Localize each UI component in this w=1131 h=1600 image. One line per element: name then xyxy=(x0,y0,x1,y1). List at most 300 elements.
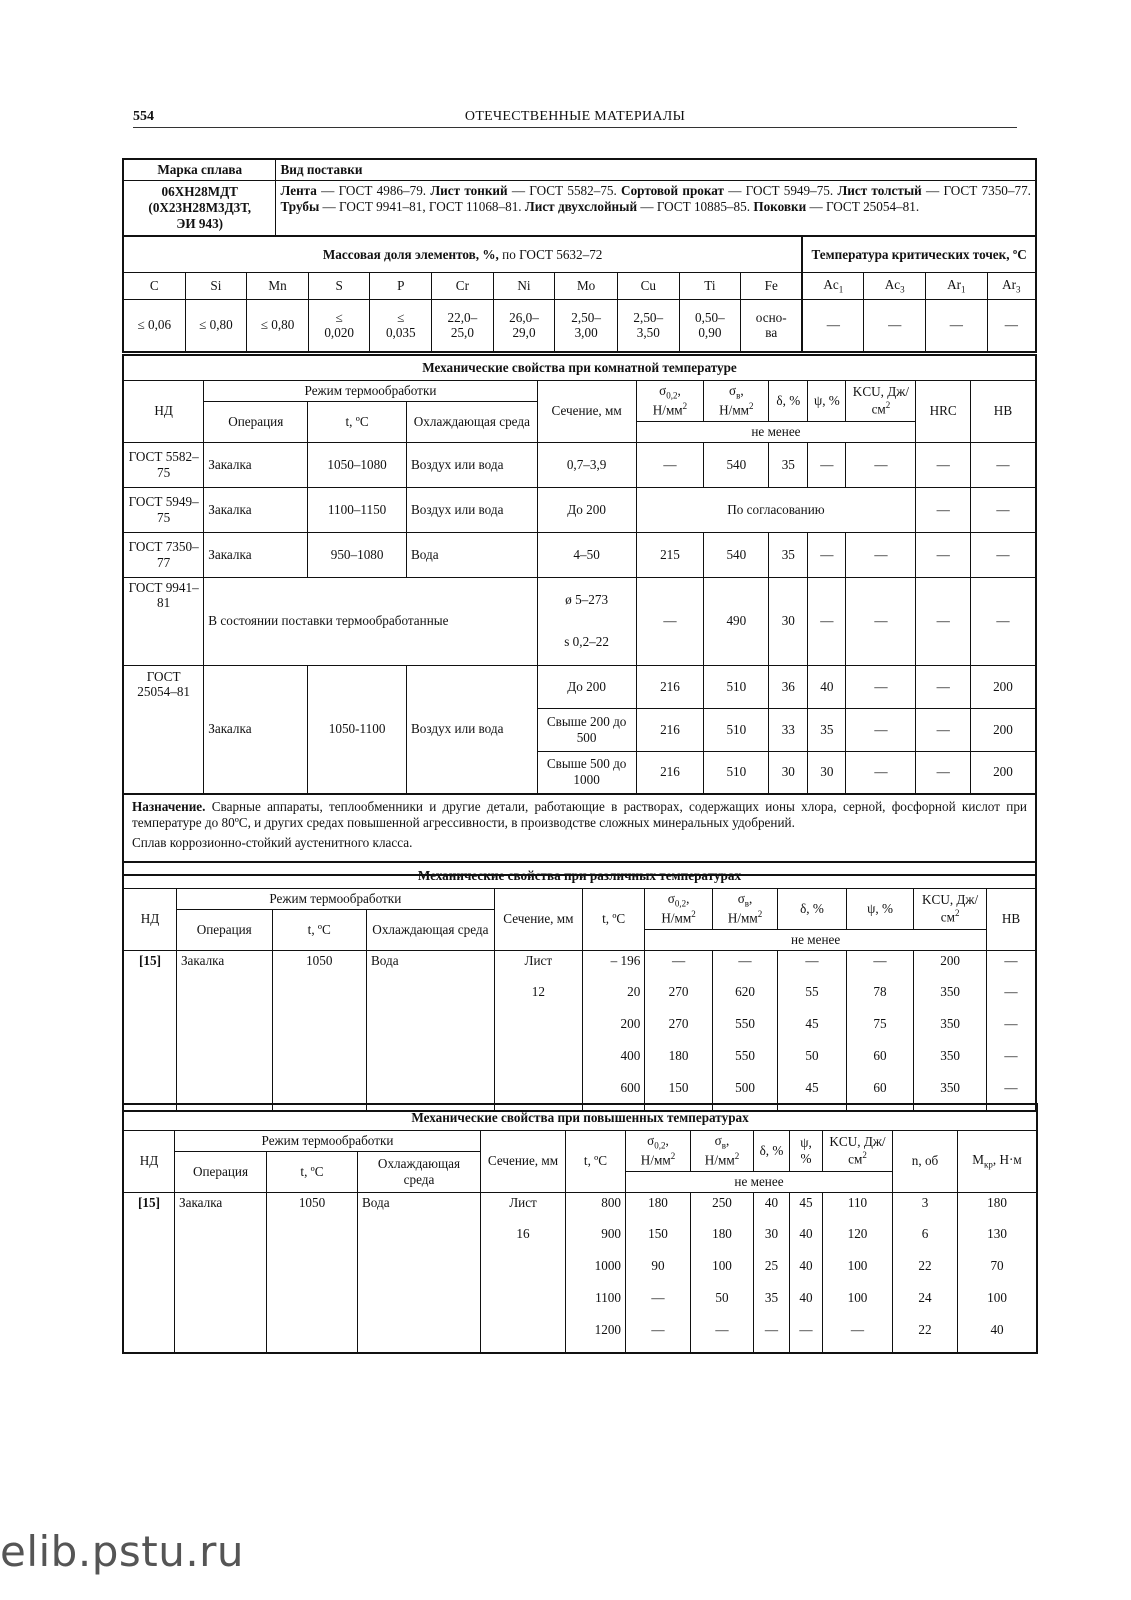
table-cell-cool xyxy=(367,982,495,1014)
table-cell-op xyxy=(175,1288,267,1320)
high-temp-table xyxy=(123,1104,1037,1353)
table-cell: — xyxy=(846,751,916,794)
element-value: ≤ 0,035 xyxy=(370,299,432,351)
table-cell-cool xyxy=(367,1014,495,1046)
table-cell: — xyxy=(986,982,1035,1014)
table-cell: 510 xyxy=(704,665,769,708)
table-cell: 100 xyxy=(823,1256,893,1288)
supply-item-std: — ГОСТ 4986–79. xyxy=(316,182,431,198)
high-temp-title: Механические свойства при повышенных температурах xyxy=(124,1105,1037,1131)
col-nd: НД xyxy=(124,381,204,443)
table-cell: 215 xyxy=(636,532,704,577)
table-cell-op: Закалка xyxy=(176,950,272,982)
table-cell: 200 xyxy=(970,665,1035,708)
supply-item-name: Трубы xyxy=(280,198,320,214)
table-cell-sec: Лист xyxy=(494,950,582,982)
table-cell: — xyxy=(626,1288,691,1320)
table-cell: — xyxy=(986,950,1035,982)
table-cell: 30 xyxy=(769,577,808,665)
table-cell: 24 xyxy=(893,1288,958,1320)
table-cell-agreed: По согласованию xyxy=(636,487,916,532)
element-label: P xyxy=(370,272,432,299)
critical-points-title: Температура критических точек, ºС xyxy=(802,236,1035,272)
table-cell: 620 xyxy=(712,982,777,1014)
table-cell-test-t: 1100 xyxy=(566,1288,626,1320)
table-cell: 500 xyxy=(712,1078,777,1110)
table-cell: — xyxy=(823,1320,893,1352)
supply-item-name: Лист тонкий xyxy=(430,182,508,198)
table-cell: — xyxy=(916,577,971,665)
table-cell-cool xyxy=(358,1320,481,1352)
table-row xyxy=(124,442,1036,487)
supply-text xyxy=(276,180,1036,236)
table-cell-sec: Свыше 200 до 500 xyxy=(537,708,636,751)
col-section: Сечение, мм xyxy=(537,381,636,443)
table-cell: — xyxy=(790,1320,823,1352)
table-cell: — xyxy=(846,442,916,487)
col-sv: $\sigma_в$, $Н/мм^2$ xyxy=(712,889,777,930)
table-cell-nd: [15] xyxy=(124,950,177,982)
table-cell: 350 xyxy=(914,1046,987,1078)
table-cell-cool xyxy=(367,1046,495,1078)
col-sv: $\sigma_в$, $Н/мм^2$ xyxy=(691,1131,754,1172)
table-row xyxy=(124,577,1036,665)
supply-item-name: Лист толстый xyxy=(837,182,922,198)
room-temp-title: Механические свойства при комнатной температуре xyxy=(124,356,1036,381)
col-psi: ψ, % xyxy=(846,889,914,930)
room-temp-body xyxy=(124,442,1036,665)
supply-item-std: — ГОСТ 5582–75. xyxy=(507,182,622,198)
table-cell-test-t: 400 xyxy=(583,1046,645,1078)
critical-point-label: $Ac_1$ xyxy=(802,272,864,299)
table-cell: 350 xyxy=(914,1078,987,1110)
table-cell-nd xyxy=(124,1320,175,1352)
table-cell: — xyxy=(846,665,916,708)
table-cell: 270 xyxy=(645,982,713,1014)
table-cell: 350 xyxy=(914,982,987,1014)
col-cooling: Охлаждающая среда xyxy=(358,1151,481,1192)
col-t: t, ºС xyxy=(308,401,407,442)
col-operation: Операция xyxy=(204,401,308,442)
table-cell-op: Закалка xyxy=(204,532,308,577)
table-cell-cool xyxy=(358,1288,481,1320)
table-row xyxy=(124,1288,1037,1320)
table-cell-sec: 0,7–3,9 xyxy=(537,442,636,487)
table-cell: 180 xyxy=(626,1192,691,1224)
critical-point-value: — xyxy=(864,299,926,351)
table-cell-op: Закалка xyxy=(175,1192,267,1224)
not-less-label: не менее xyxy=(626,1171,893,1192)
table-cell: — xyxy=(916,532,971,577)
col-kcu: KCU, $Дж/см^2$ xyxy=(914,889,987,930)
table-cell: — xyxy=(754,1320,790,1352)
table-cell: 510 xyxy=(704,708,769,751)
table-cell: 50 xyxy=(778,1046,847,1078)
col-hb: НВ xyxy=(986,889,1035,951)
table-cell: 550 xyxy=(712,1046,777,1078)
table-cell: 550 xyxy=(712,1014,777,1046)
table-cell: — xyxy=(778,950,847,982)
table-cell-sec: Свыше 500 до 1000 xyxy=(537,751,636,794)
element-label: Mo xyxy=(555,272,618,299)
critical-point-value: — xyxy=(987,299,1035,351)
table-row xyxy=(124,532,1036,577)
col-nd: НД xyxy=(124,889,177,951)
table-cell-test-t: 600 xyxy=(583,1078,645,1110)
table-cell: 40 xyxy=(754,1192,790,1224)
table-cell-op xyxy=(175,1224,267,1256)
table-cell: — xyxy=(636,442,704,487)
table-cell: — xyxy=(691,1320,754,1352)
supply-item-std: — ГОСТ 5949–75. xyxy=(724,182,838,198)
col-s02: $\sigma_{0,2}$, $Н/мм^2$ xyxy=(626,1131,691,1172)
table-cell: — xyxy=(626,1320,691,1352)
element-value: ≤ 0,06 xyxy=(124,299,186,351)
table-cell-sec xyxy=(494,1046,582,1078)
table-cell-cool: Вода xyxy=(367,950,495,982)
col-cooling: Охлаждающая среда xyxy=(367,909,495,950)
not-less-label: не менее xyxy=(636,421,916,442)
table-cell-t xyxy=(272,1014,367,1046)
supply-item-name: Лента xyxy=(280,182,317,198)
supply-label: Вид поставки xyxy=(276,160,1036,181)
table-cell: 40 xyxy=(808,665,846,708)
table-cell: — xyxy=(846,708,916,751)
high-temp-body xyxy=(124,1192,1037,1352)
col-psi: ψ, % xyxy=(790,1131,823,1172)
table-cell: 6 xyxy=(893,1224,958,1256)
supply-item-std: — ГОСТ 10885–85. xyxy=(637,198,754,214)
table-cell: 110 xyxy=(823,1192,893,1224)
table-cell: 45 xyxy=(778,1078,847,1110)
table-cell-state: В состоянии поставки термообработанные xyxy=(204,577,537,665)
table-cell: 40 xyxy=(958,1320,1037,1352)
element-label: Cu xyxy=(617,272,679,299)
table-cell-cool xyxy=(358,1256,481,1288)
table-cell-test-t: 1200 xyxy=(566,1320,626,1352)
table-cell-sec: До 200 xyxy=(537,665,636,708)
col-test-t: t, ºС xyxy=(583,889,645,951)
table-cell-t xyxy=(267,1320,358,1352)
table-cell: 200 xyxy=(914,950,987,982)
table-cell-t xyxy=(267,1256,358,1288)
table-cell: 36 xyxy=(769,665,808,708)
table-cell-cool: Вода xyxy=(407,532,538,577)
table-row xyxy=(124,1014,1036,1046)
table-cell-t xyxy=(267,1224,358,1256)
table-cell-sec: ø 5–273 s 0,2–22 xyxy=(537,577,636,665)
table-cell-test-t: 800 xyxy=(566,1192,626,1224)
table-cell-cool xyxy=(358,1224,481,1256)
element-value: 26,0– 29,0 xyxy=(493,299,555,351)
table-cell: 3 xyxy=(893,1192,958,1224)
element-value-row xyxy=(124,299,1036,351)
table-cell: 35 xyxy=(754,1288,790,1320)
table-cell: 60 xyxy=(846,1046,914,1078)
table-cell: 350 xyxy=(914,1014,987,1046)
element-label: Ni xyxy=(493,272,555,299)
table-row xyxy=(124,487,1036,532)
table-cell-cool: Воздух или вода xyxy=(407,487,538,532)
table-cell-nd xyxy=(124,982,177,1014)
col-n: n, об xyxy=(893,1131,958,1193)
table-cell-nd xyxy=(124,1224,175,1256)
col-s02: $\sigma_{0,2}$, $Н/мм^2$ xyxy=(636,381,704,422)
element-label: Ti xyxy=(679,272,741,299)
element-value: ≤ 0,80 xyxy=(185,299,247,351)
table-cell: 540 xyxy=(704,442,769,487)
table-cell-t xyxy=(272,982,367,1014)
col-operation: Операция xyxy=(176,909,272,950)
table-cell: 250 xyxy=(691,1192,754,1224)
table-cell-t: 950–1080 xyxy=(308,532,407,577)
not-less-label: не менее xyxy=(645,929,987,950)
table-cell: — xyxy=(986,1046,1035,1078)
col-hb: НВ xyxy=(970,381,1035,443)
table-cell-test-t: 200 xyxy=(583,1014,645,1046)
table-cell-op xyxy=(176,1014,272,1046)
table-cell: 216 xyxy=(636,665,704,708)
supply-item-std: — ГОСТ 9941–81, ГОСТ 11068–81. xyxy=(319,198,525,214)
table-cell: 150 xyxy=(626,1224,691,1256)
table-row xyxy=(124,1256,1037,1288)
table-row xyxy=(124,1192,1037,1224)
col-s02: $\sigma_{0,2}$, $Н/мм^2$ xyxy=(645,889,713,930)
table-cell-t: 1050 xyxy=(267,1192,358,1224)
col-kcu: KCU, $Дж/см^2$ xyxy=(846,381,916,422)
table-cell: 60 xyxy=(846,1078,914,1110)
grade-table xyxy=(123,159,1036,352)
table-cell: 150 xyxy=(645,1078,713,1110)
table-cell: — xyxy=(916,442,971,487)
element-label: Si xyxy=(185,272,247,299)
page-header xyxy=(133,107,1017,128)
table-cell: — xyxy=(808,532,846,577)
col-mode: Режим термообработки xyxy=(175,1131,481,1152)
table-cell: 90 xyxy=(626,1256,691,1288)
col-section: Сечение, мм xyxy=(481,1131,566,1193)
table-cell: 35 xyxy=(769,442,808,487)
table-cell: 270 xyxy=(645,1014,713,1046)
col-mode: Режим термообработки xyxy=(176,889,494,910)
table-cell: — xyxy=(970,487,1035,532)
var-temp-body xyxy=(124,950,1036,1110)
table-cell: 510 xyxy=(704,751,769,794)
col-delta: δ, % xyxy=(769,381,808,422)
col-mkr: $М_{кр}$, Н·м xyxy=(958,1131,1037,1193)
table-cell: 33 xyxy=(769,708,808,751)
table-cell: 30 xyxy=(754,1224,790,1256)
table-cell: 25 xyxy=(754,1256,790,1288)
critical-point-value: — xyxy=(925,299,987,351)
table-cell: 55 xyxy=(778,982,847,1014)
table-cell: 120 xyxy=(823,1224,893,1256)
supply-item-name: Поковки xyxy=(753,198,807,214)
table-row xyxy=(124,1224,1037,1256)
table-row xyxy=(124,1046,1036,1078)
table-cell-nd xyxy=(124,1046,177,1078)
element-value: 2,50– 3,00 xyxy=(555,299,618,351)
table-cell: — xyxy=(846,950,914,982)
grade-label: Марка сплава xyxy=(124,160,276,181)
supply-item-std: — ГОСТ 25054–81. xyxy=(806,198,920,214)
table-cell: 216 xyxy=(636,751,704,794)
table-cell-op: Закалка xyxy=(204,665,308,794)
table-cell-nd xyxy=(124,1256,175,1288)
table-cell-sec xyxy=(481,1320,566,1352)
table-cell-op: Закалка xyxy=(204,487,308,532)
watermark: elib.pstu.ru xyxy=(0,1527,245,1576)
table-cell: — xyxy=(808,442,846,487)
table-cell-t: 1050–1080 xyxy=(308,442,407,487)
element-value: осно- ва xyxy=(741,299,803,351)
table-cell: 130 xyxy=(958,1224,1037,1256)
col-operation: Операция xyxy=(175,1151,267,1192)
table-cell-op: Закалка xyxy=(204,442,308,487)
table-cell: 40 xyxy=(790,1288,823,1320)
col-psi: ψ, % xyxy=(808,381,846,422)
table-cell: 216 xyxy=(636,708,704,751)
table-cell: 45 xyxy=(790,1192,823,1224)
col-sv: $\sigma_в$, $Н/мм^2$ xyxy=(704,381,769,422)
table-cell: 78 xyxy=(846,982,914,1014)
table-cell-sec xyxy=(494,1014,582,1046)
table-cell-t xyxy=(272,1046,367,1078)
table-cell-test-t: 1000 xyxy=(566,1256,626,1288)
col-kcu: KCU, $Дж/см^2$ xyxy=(823,1131,893,1172)
table-cell: 40 xyxy=(790,1224,823,1256)
table-cell: — xyxy=(970,442,1035,487)
element-value: ≤ 0,020 xyxy=(308,299,370,351)
table-row-nd: ГОСТ 25054–81 xyxy=(124,665,204,794)
table-cell-sec: До 200 xyxy=(537,487,636,532)
table-cell: 75 xyxy=(846,1014,914,1046)
table-cell: 180 xyxy=(958,1192,1037,1224)
table-cell: — xyxy=(808,577,846,665)
element-value: 2,50– 3,50 xyxy=(617,299,679,351)
table-cell-sec xyxy=(481,1256,566,1288)
table-cell: 45 xyxy=(778,1014,847,1046)
element-value: 0,50– 0,90 xyxy=(679,299,741,351)
table-cell-sec xyxy=(481,1288,566,1320)
col-delta: δ, % xyxy=(778,889,847,930)
table-cell-op xyxy=(175,1320,267,1352)
table-cell: 40 xyxy=(790,1256,823,1288)
table-cell-t: 1050 xyxy=(272,950,367,982)
table-row xyxy=(124,950,1036,982)
var-temp-table xyxy=(123,862,1036,1111)
table-cell: — xyxy=(916,487,971,532)
table-row xyxy=(124,982,1036,1014)
table-cell: — xyxy=(846,532,916,577)
table-cell: — xyxy=(916,751,971,794)
col-nd: НД xyxy=(124,1131,175,1193)
table-cell: 22 xyxy=(893,1320,958,1352)
table-cell-test-t: 900 xyxy=(566,1224,626,1256)
table-cell-sec: Лист xyxy=(481,1192,566,1224)
table-cell: 35 xyxy=(769,532,808,577)
table-cell: 100 xyxy=(823,1288,893,1320)
table-cell: 22 xyxy=(893,1256,958,1288)
table-cell-nd: [15] xyxy=(124,1192,175,1224)
table-cell-op xyxy=(176,1046,272,1078)
col-t: t, ºС xyxy=(267,1151,358,1192)
var-temp-title: Механические свойства при различных температурах xyxy=(124,863,1036,889)
table-cell: 540 xyxy=(704,532,769,577)
element-label: Fe xyxy=(741,272,803,299)
table-cell: 35 xyxy=(808,708,846,751)
table-cell: 30 xyxy=(769,751,808,794)
table-cell: — xyxy=(986,1014,1035,1046)
table-cell-t xyxy=(267,1288,358,1320)
table-row-nd: ГОСТ 5582–75 xyxy=(124,442,204,487)
table-cell: 100 xyxy=(691,1256,754,1288)
element-header-row xyxy=(124,272,1036,299)
table-cell-test-t: – 196 xyxy=(583,950,645,982)
table-cell-t: 1050-1100 xyxy=(308,665,407,794)
col-delta: δ, % xyxy=(754,1131,790,1172)
table-cell: — xyxy=(970,532,1035,577)
table-row-nd: ГОСТ 9941–81 xyxy=(124,577,204,665)
table-cell: 100 xyxy=(958,1288,1037,1320)
col-cooling: Охлаждающая среда xyxy=(407,401,538,442)
table-cell-op xyxy=(176,982,272,1014)
table-cell: — xyxy=(916,665,971,708)
critical-point-label: $Ar_3$ xyxy=(987,272,1035,299)
table-row-nd: ГОСТ 5949–75 xyxy=(124,487,204,532)
purpose-block: Назначение. Сварные аппараты, теплообменники и другие детали, работающие в растворах, содержащих ионы хлора, серной, фосфорной кислот при температуре до 80ºС, и других средах повышенной агрессивности, в производстве сложных минеральных удобрений. Сплав коррозионно-стойкий аустенитного класса. xyxy=(124,794,1036,874)
table-cell: 200 xyxy=(970,751,1035,794)
table-cell-cool: Вода xyxy=(358,1192,481,1224)
table-cell: — xyxy=(970,577,1035,665)
supply-item-std: — ГОСТ 7350–77. xyxy=(921,182,1031,198)
table-cell: 200 xyxy=(970,708,1035,751)
element-label: C xyxy=(124,272,186,299)
table-cell: — xyxy=(645,950,713,982)
table-cell: 70 xyxy=(958,1256,1037,1288)
col-hrc: HRC xyxy=(916,381,971,443)
table-cell-nd xyxy=(124,1014,177,1046)
running-title: ОТЕЧЕСТВЕННЫЕ МАТЕРИАЛЫ xyxy=(464,109,686,124)
table-cell: — xyxy=(712,950,777,982)
element-value: 22,0– 25,0 xyxy=(432,299,494,351)
element-label: Mn xyxy=(247,272,309,299)
table-cell: 180 xyxy=(645,1046,713,1078)
composition-title: Массовая доля элементов, %, по ГОСТ 5632–72 xyxy=(124,236,803,272)
element-label: S xyxy=(308,272,370,299)
table-cell: 50 xyxy=(691,1288,754,1320)
table-cell: 30 xyxy=(808,751,846,794)
table-row xyxy=(124,1320,1037,1352)
table-cell-cool: Воздух или вода xyxy=(407,442,538,487)
col-t: t, ºС xyxy=(272,909,367,950)
table-cell-t: 1100–1150 xyxy=(308,487,407,532)
room-temp-table xyxy=(123,355,1036,875)
table-cell: 180 xyxy=(691,1224,754,1256)
table-cell-sec: 12 xyxy=(494,982,582,1014)
col-test-t: t, ºС xyxy=(566,1131,626,1193)
critical-point-value: — xyxy=(802,299,864,351)
col-mode: Режим термообработки xyxy=(204,381,537,402)
table-cell: — xyxy=(846,577,916,665)
table-cell-sec: 4–50 xyxy=(537,532,636,577)
page-number: 554 xyxy=(133,109,154,124)
table-cell-test-t: 20 xyxy=(583,982,645,1014)
col-section: Сечение, мм xyxy=(494,889,582,951)
table-row-nd: ГОСТ 7350–77 xyxy=(124,532,204,577)
supply-item-name: Лист двухслойный xyxy=(524,198,638,214)
table-cell: — xyxy=(986,1078,1035,1110)
